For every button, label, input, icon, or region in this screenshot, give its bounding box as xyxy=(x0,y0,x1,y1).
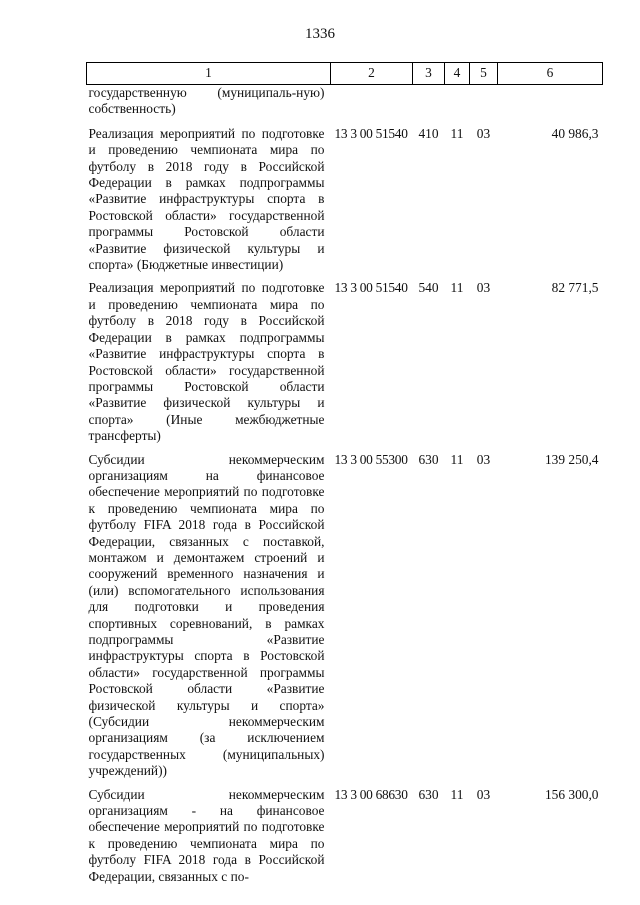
column-header: 1 xyxy=(87,63,331,85)
table-row xyxy=(87,445,603,780)
row-description: Субсидии некоммерческим организациям - на финансовое обеспечение мероприятий по подготовке к проведению чемпионата мира по футболу FIFA 2018 года в Российской Федерации, связанных с по- xyxy=(88,786,325,884)
row-section: 11 xyxy=(450,125,464,141)
row-amount: 40 986,3 xyxy=(551,125,599,141)
column-header: 3 xyxy=(413,63,445,85)
budget-table xyxy=(86,62,603,885)
page-number: 1336 xyxy=(305,26,335,42)
column-header: 2 xyxy=(331,63,413,85)
row-subsection: 03 xyxy=(476,786,491,802)
table-row xyxy=(87,780,603,885)
table-row xyxy=(87,273,603,444)
row-amount: 156 300,0 xyxy=(544,786,599,802)
row-section: 11 xyxy=(450,280,464,296)
column-header: 6 xyxy=(498,63,603,85)
row-section: 11 xyxy=(450,451,464,467)
row-section: 11 xyxy=(450,786,464,802)
row-amount: 139 250,4 xyxy=(544,451,599,467)
row-subsection: 03 xyxy=(476,280,491,296)
column-header: 5 xyxy=(470,63,498,85)
row-target-code: 13 3 00 55300 xyxy=(334,451,408,467)
row-description: Реализация мероприятий по подготовке и проведению чемпионата мира по футболу в 2018 году в Российской Федерации в рамках подпрограммы «Развитие инфраструктуры спорта в Ростовской области» государственной программы Ростовской области «Развитие физической культуры и спорта» (Бюджетные инвестиции) xyxy=(88,125,325,273)
row-target-code: 13 3 00 68630 xyxy=(334,786,408,802)
row-expense-type: 630 xyxy=(418,786,439,802)
column-header: 4 xyxy=(445,63,470,85)
row-amount: 82 771,5 xyxy=(551,280,599,296)
row-description: Субсидии некоммерческим организациям на финансовое обеспечение мероприятий по подготовке к проведению чемпионата мира по футболу FIFA 2018 года в Российской Федерации, связанных с поставкой, монтажом и демонтажем строений и сооружений временного назначения и (или) вспомогательного использования для подготовки и проведения спортивных соревнований, в рамках подпрограммы «Развитие инфраструктуры спорта в Ростовской области» государственной программы Ростовской области «Развитие физической культуры и спорта» (Субсидии некоммерческим организациям (за исключением государственных (муниципальных) учреждений)) xyxy=(88,451,325,779)
row-expense-type: 630 xyxy=(418,451,439,467)
table-row xyxy=(87,119,603,274)
row-expense-type: 540 xyxy=(418,280,439,296)
row-target-code: 13 3 00 51540 xyxy=(334,125,408,141)
row-description: государственную (муниципаль-ную) собственность) xyxy=(88,85,325,117)
row-subsection: 03 xyxy=(476,125,491,141)
table-header xyxy=(87,63,603,85)
table-row-continuation xyxy=(87,85,603,119)
row-target-code: 13 3 00 51540 xyxy=(334,280,408,296)
row-expense-type: 410 xyxy=(418,125,439,141)
row-description: Реализация мероприятий по подготовке и проведению чемпионата мира по футболу в 2018 году в Российской Федерации в рамках подпрограммы «Развитие инфраструктуры спорта в Ростовской области» государственной программы Ростовской области «Развитие физической культуры и спорта» (Иные межбюджетные трансферты) xyxy=(88,280,325,444)
row-subsection: 03 xyxy=(476,451,491,467)
